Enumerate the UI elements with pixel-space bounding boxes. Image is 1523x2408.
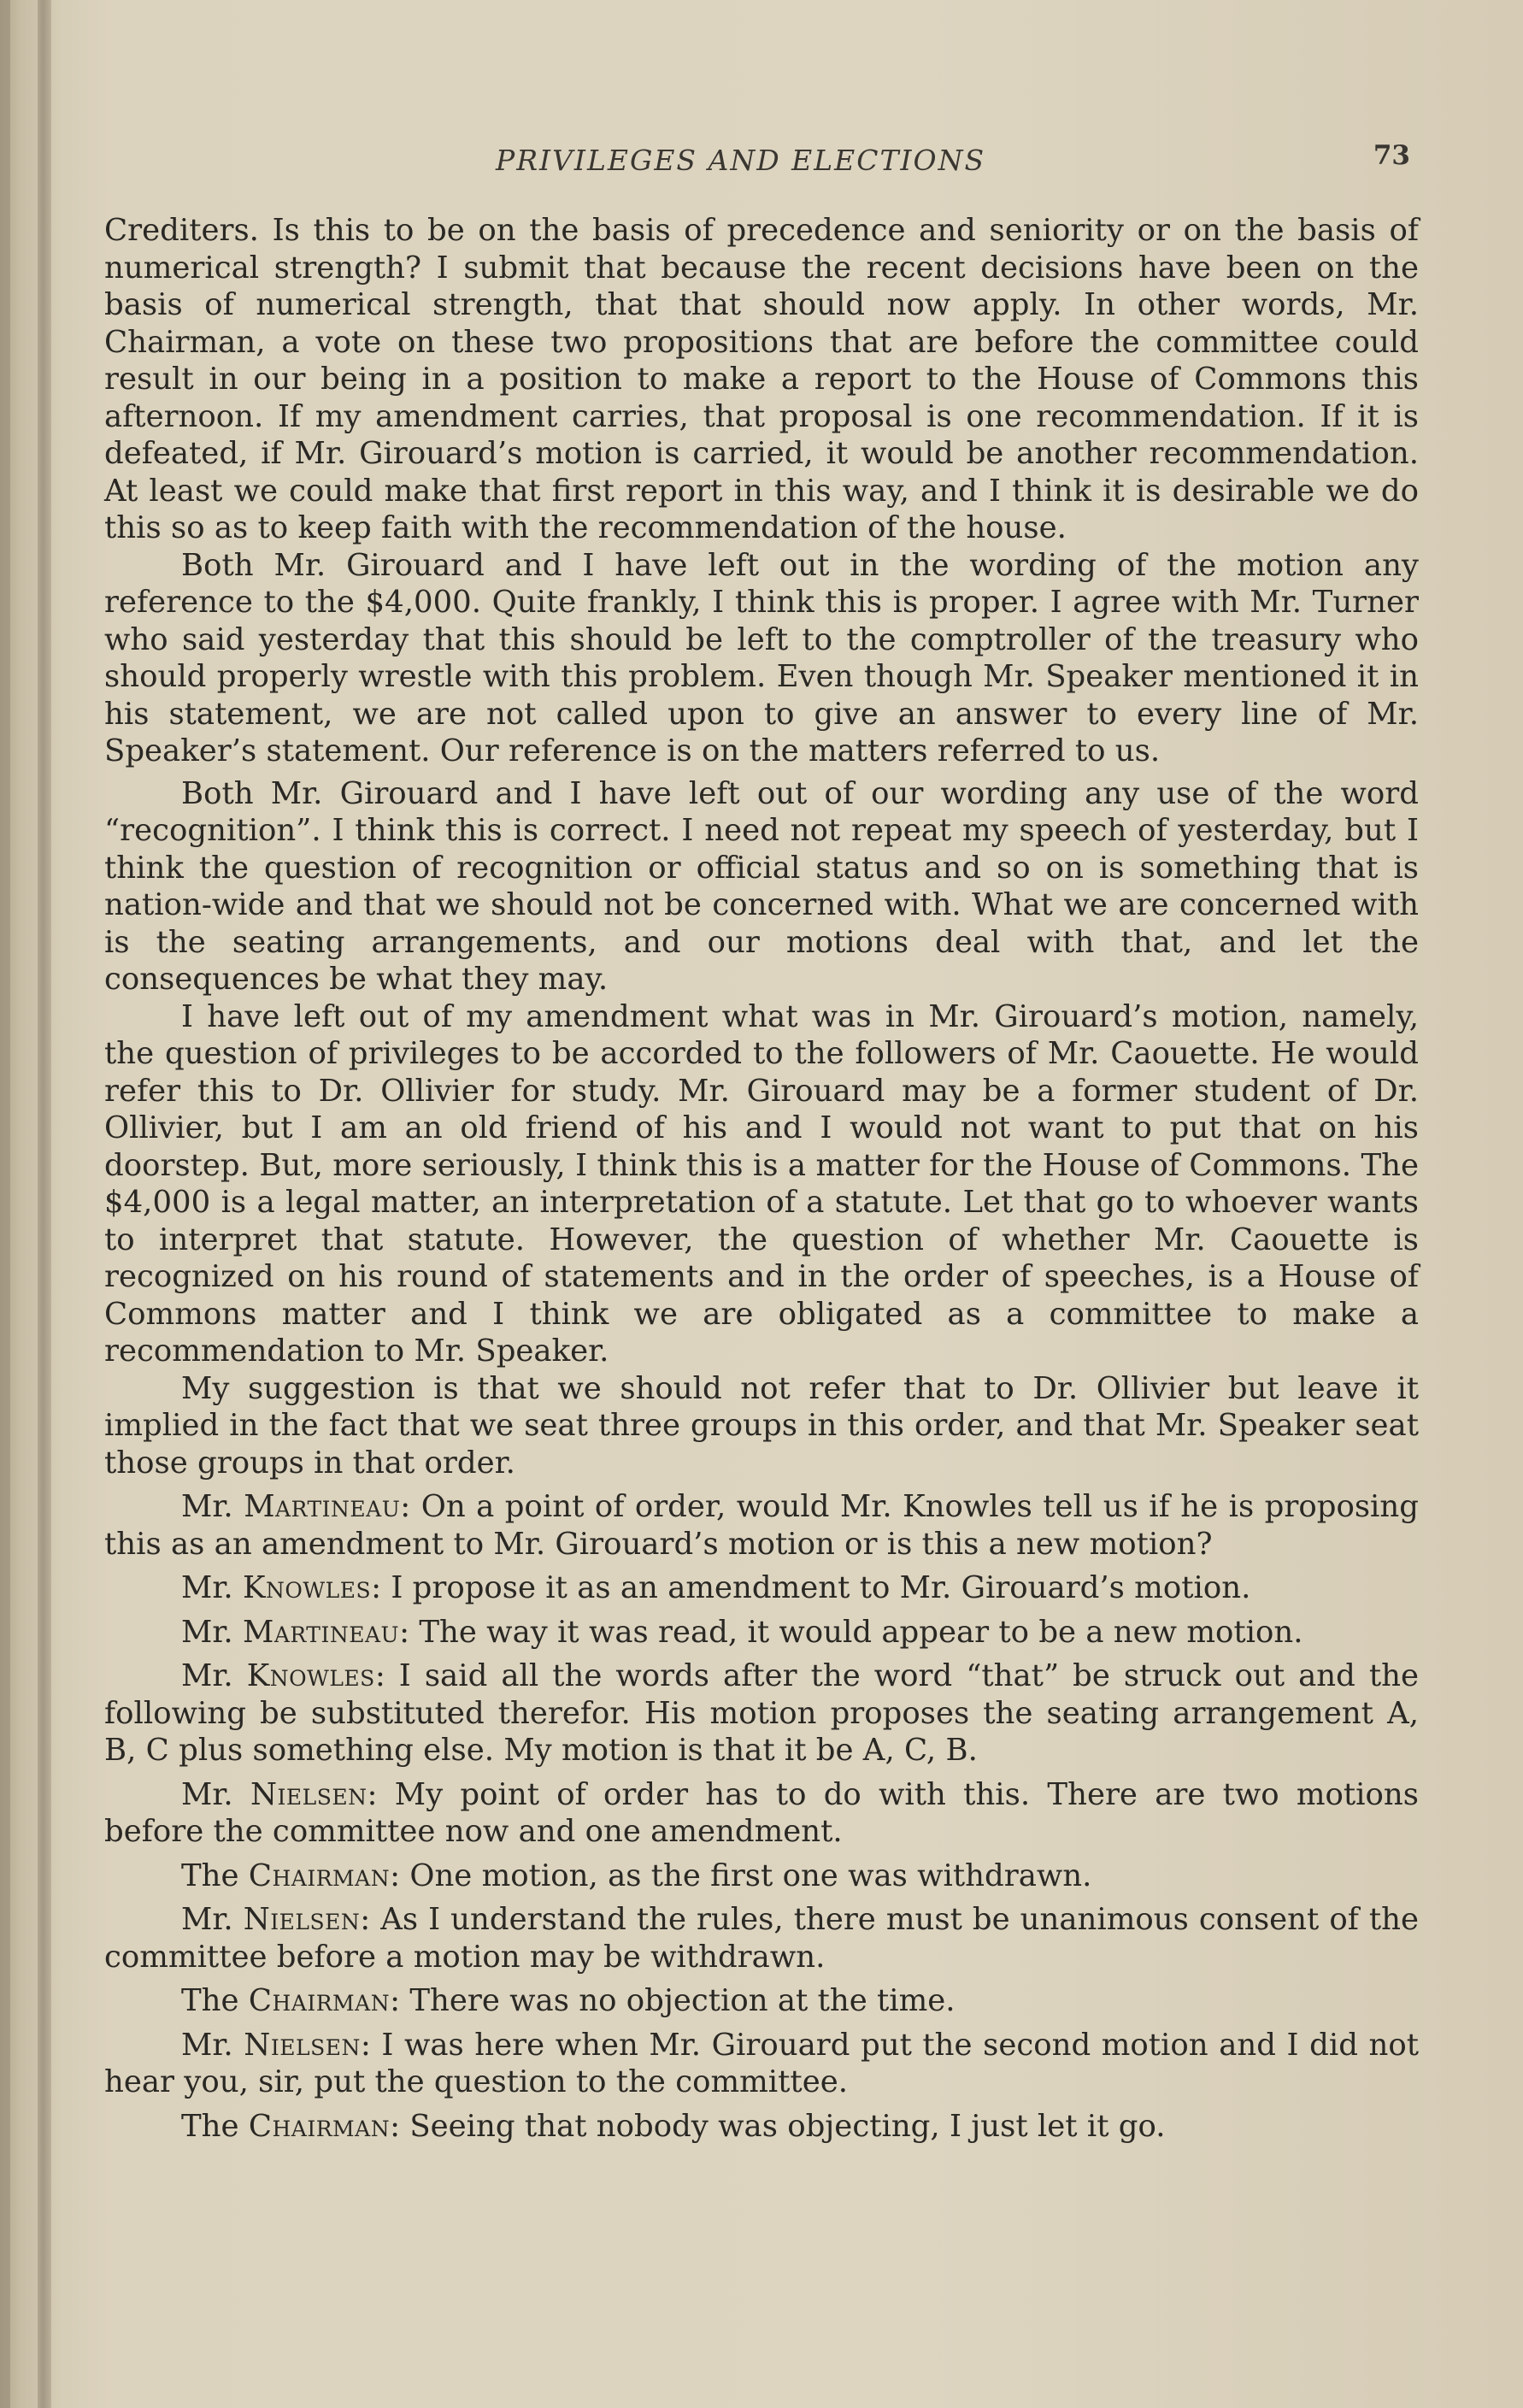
running-head: PRIVILEGES AND ELECTIONS — [496, 144, 986, 177]
speaker-name: Martineau — [243, 1614, 400, 1650]
speech-text: The way it was read, it would appear to be a new motion. — [419, 1614, 1303, 1650]
page-number: 73 — [1373, 140, 1410, 171]
page-header — [103, 137, 1410, 188]
speech-text: My point of order has to do with this. There are two motions before the committee now and one amendment. — [104, 1776, 1419, 1849]
speaker-name: Knowles — [243, 1570, 372, 1605]
speaker-name: Martineau — [244, 1489, 401, 1524]
speaker-prefix: The — [181, 1858, 249, 1893]
speaker-prefix: Mr. — [181, 2027, 244, 2063]
paragraph: Both Mr. Girouard and I have left out in the wording of the motion any reference to the $4,000. Quite frankly, I think this is proper. I agree with Mr. Turner who said yesterday that this should be left to the comptroller of the treasury who should properly wrestle with this problem. Even though Mr. Speaker mentioned it in his statement, we are not called upon to give an answer to every line of Mr. Speaker’s statement. Our reference is on the matters referred to us. — [104, 547, 1419, 768]
speaker-name: Chairman — [248, 1983, 391, 2018]
speaker-name: Nielsen — [243, 1902, 361, 1937]
speaker-name: Chairman — [248, 1858, 391, 1893]
paragraph: I have left out of my amendment what was in Mr. Girouard’s motion, namely, the question of privileges to be accorded to the followers of Mr. Caouette. He would refer this to Dr. Ollivier for study. Mr. Girouard may be a former student of Dr. Ollivier, but I am an old friend of his and I would not want to put that on his doorstep. But, more seriously, I think this is a matter for the House of Commons. The $4,000 is a legal matter, an interpretation of a statute. Let that go to whoever wants to interpret that statute. However, the question of whether Mr. Caouette is recognized on his round of statements and in the order of speeches, is a House of Commons matter and I think we are obligated as a committee to make a recommendation to Mr. Speaker. — [104, 998, 1419, 1369]
speaker-prefix: Mr. — [181, 1570, 243, 1605]
speaker-turn: Mr. Nielsen: I was here when Mr. Girouard put the second motion and I did not hear you, sir, put the question to the committee. — [104, 2027, 1419, 2099]
speaker-prefix: The — [181, 1983, 249, 2018]
speaker-prefix: The — [181, 2108, 249, 2144]
speech-text: On a point of order, would Mr. Knowles tell us if he is proposing this as an amendment to Mr. Girouard’s motion or is this a new motion? — [104, 1489, 1419, 1562]
paragraph: Crediters. Is this to be on the basis of precedence and seniority or on the basis of numerical strength? I submit that because the recent decisions have been on the basis of numerical strength, that that should now apply. In other words, Mr. Chairman, a vote on these two propositions that are before the committee could result in our being in a position to make a report to the House of Commons this afternoon. If my amendment carries, that proposal is one recommendation. If it is defeated, if Mr. Girouard’s motion is carried, it would be another recommendation. At least we could make that first report in this way, and I think it is desirable we do this so as to keep faith with the recommendation of the house. — [104, 213, 1419, 545]
speaker-turn: The Chairman: There was no objection at the time. — [181, 1983, 956, 2018]
page-edge-shadow — [0, 0, 10, 2408]
speaker-prefix: Mr. — [181, 1776, 250, 1812]
speaker-turn: The Chairman: One motion, as the first one was withdrawn. — [181, 1858, 1092, 1893]
speaker-turn: Mr. Knowles: I said all the words after the word “that” be struck out and the following be substituted therefor. His motion proposes the seating arrangement A, B, C plus something else. My motion is that it be A, C, B. — [104, 1658, 1420, 1768]
speech-text: I was here when Mr. Girouard put the second motion and I did not hear you, sir, put the question to the committee. — [104, 2027, 1419, 2099]
speaker-name: Knowles — [246, 1658, 375, 1693]
speech-text: One motion, as the first one was withdrawn. — [409, 1858, 1092, 1893]
speech-text: Seeing that nobody was objecting, I just let it go. — [409, 2108, 1166, 2144]
paragraph: My suggestion is that we should not refer that to Dr. Ollivier but leave it implied in the fact that we seat three groups in this order, and that Mr. Speaker seat those groups in that order. — [104, 1370, 1419, 1481]
speaker-turn: Mr. Martineau: The way it was read, it would appear to be a new motion. — [181, 1614, 1303, 1650]
speech-text: As I understand the rules, there must be unanimous consent of the committee before a motion may be withdrawn. — [104, 1902, 1419, 1975]
speech-text: I said all the words after the word “that” be struck out and the following be substituted therefor. His motion proposes the seating arrangement A, B, C plus something else. My motion is that it be A, C, B. — [104, 1658, 1420, 1768]
body-text — [104, 212, 1419, 2145]
speech-text: I propose it as an amendment to Mr. Girouard’s motion. — [391, 1570, 1251, 1605]
speaker-turn: Mr. Nielsen: As I understand the rules, there must be unanimous consent of the committee before a motion may be withdrawn. — [104, 1902, 1419, 1975]
binding-gutter — [38, 0, 51, 2408]
speech-text: There was no objection at the time. — [409, 1983, 956, 2018]
speaker-turn: The Chairman: Seeing that nobody was objecting, I just let it go. — [181, 2108, 1166, 2144]
speaker-prefix: Mr. — [181, 1658, 247, 1693]
paragraph: Both Mr. Girouard and I have left out of our wording any use of the word “recognition”. I think this is correct. I need not repeat my speech of yesterday, but I think the question of recognition or official status and so on is something that is nation-wide and that we should not be concerned with. What we are concerned with is the seating arrangements, and our motions deal with that, and let the consequences be what they may. — [104, 775, 1419, 997]
speaker-turn: Mr. Martineau: On a point of order, would Mr. Knowles tell us if he is proposing this as an amendment to Mr. Girouard’s motion or is this a new motion? — [104, 1489, 1419, 1562]
speaker-turn: Mr. Nielsen: My point of order has to do with this. There are two motions before the committee now and one amendment. — [104, 1776, 1419, 1849]
speaker-prefix: Mr. — [181, 1614, 243, 1650]
speaker-prefix: Mr. — [181, 1902, 244, 1937]
speaker-prefix: Mr. — [181, 1489, 244, 1524]
speaker-name: Nielsen — [250, 1776, 368, 1812]
speaker-turn: Mr. Knowles: I propose it as an amendment to Mr. Girouard’s motion. — [181, 1570, 1251, 1605]
speaker-name: Nielsen — [244, 2027, 361, 2063]
speaker-name: Chairman — [248, 2108, 391, 2144]
